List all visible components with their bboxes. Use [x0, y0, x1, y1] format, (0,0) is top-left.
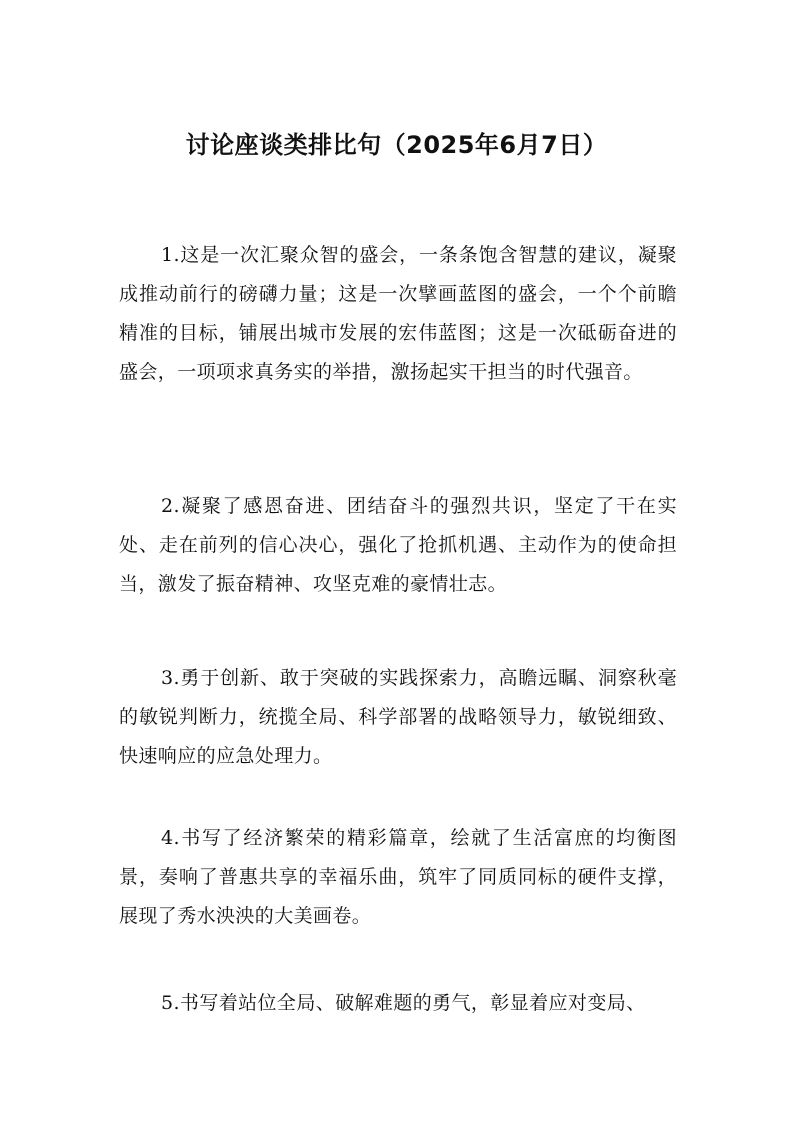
paragraph-2: 2.凝聚了感恩奋进、团结奋斗的强烈共识，坚定了干在实处、走在前列的信心决心，强化了抢抓机遇、主动作为的使命担当，激发了振奋精神、攻坚克难的豪情壮志。	[119, 495, 677, 595]
paragraph-1: 1.这是一次汇聚众智的盛会，一条条饱含智慧的建议，凝聚成推动前行的磅礴力量；这是一次擘画蓝图的盛会，一个个前瞻精准的目标，铺展出城市发展的宏伟蓝图；这是一次砥砺奋进的盛会，一项项求真务实的举措，激扬起实干担当的时代强音。	[119, 244, 677, 383]
document-title: 讨论座谈类排比句（2025年6月7日）	[185, 131, 608, 159]
paragraph-4: 4.书写了经济繁荣的精彩篇章，绘就了生活富庶的均衡图景，奏响了普惠共享的幸福乐曲，筑牢了同质同标的硬件支撑，展现了秀水泱泱的大美画卷。	[119, 827, 677, 927]
paragraph-5: 5.书写着站位全局、破解难题的勇气，彰显着应对变局、	[161, 992, 646, 1014]
paragraph-3: 3.勇于创新、敢于突破的实践探索力，高瞻远瞩、洞察秋毫的敏锐判断力，统揽全局、科学部署的战略领导力，敏锐细致、快速响应的应急处理力。	[119, 667, 677, 767]
